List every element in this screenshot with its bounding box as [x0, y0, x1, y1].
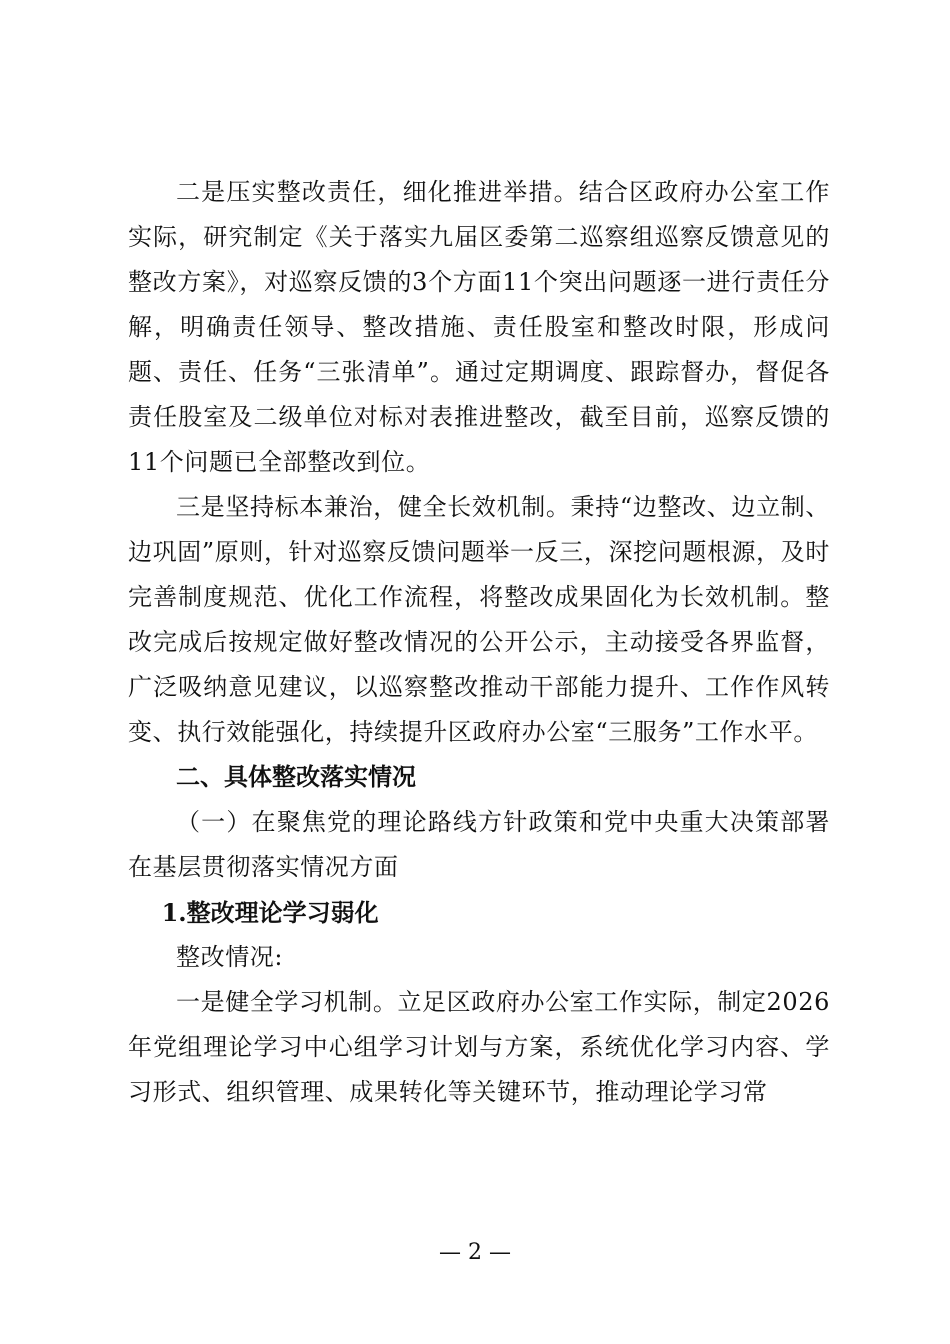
document-body: [128, 170, 830, 1115]
item-title: 1.整改理论学习弱化: [161, 898, 379, 927]
paragraph-long-term-mechanism: 三是坚持标本兼治，健全长效机制。秉持“边整改、边立制、边巩固”原则，针对巡察反馈问题举一反三，深挖问题根源，及时完善制度规范、优化工作流程，将整改成果固化为长效机制。整改完成后按规定做好整改情况的公开公示，主动接受各界监督，广泛吸纳意见建议，以巡察整改推动干部能力提升、工作作风转变、执行效能强化，持续提升区政府办公室“三服务”工作水平。: [128, 493, 830, 746]
status-label: 整改情况:: [176, 943, 284, 971]
page-number: — 2 —: [439, 1240, 511, 1265]
paragraph-responsibility: 二是压实整改责任，细化推进举措。结合区政府办公室工作实际，研究制定《关于落实九届区委第二巡察组巡察反馈意见的整改方案》，对巡察反馈的3个方面11个突出问题逐一进行责任分解，明确责任领导、整改措施、责任股室和整改时限，形成问题、责任、任务“三张清单”。通过定期调度、跟踪督办，督促各责任股室及二级单位对标对表推进整改，截至目前，巡察反馈的11个问题已全部整改到位。: [128, 178, 830, 476]
section-heading: 二、具体整改落实情况: [176, 763, 416, 791]
paragraph-study-mechanism: 一是健全学习机制。立足区政府办公室工作实际，制定2026年党组理论学习中心组学习计划与方案，系统优化学习内容、学习形式、组织管理、成果转化等关键环节，推动理论学习常: [128, 988, 830, 1106]
subsection-heading: （一）在聚焦党的理论路线方针政策和党中央重大决策部署在基层贯彻落实情况方面: [128, 808, 830, 881]
